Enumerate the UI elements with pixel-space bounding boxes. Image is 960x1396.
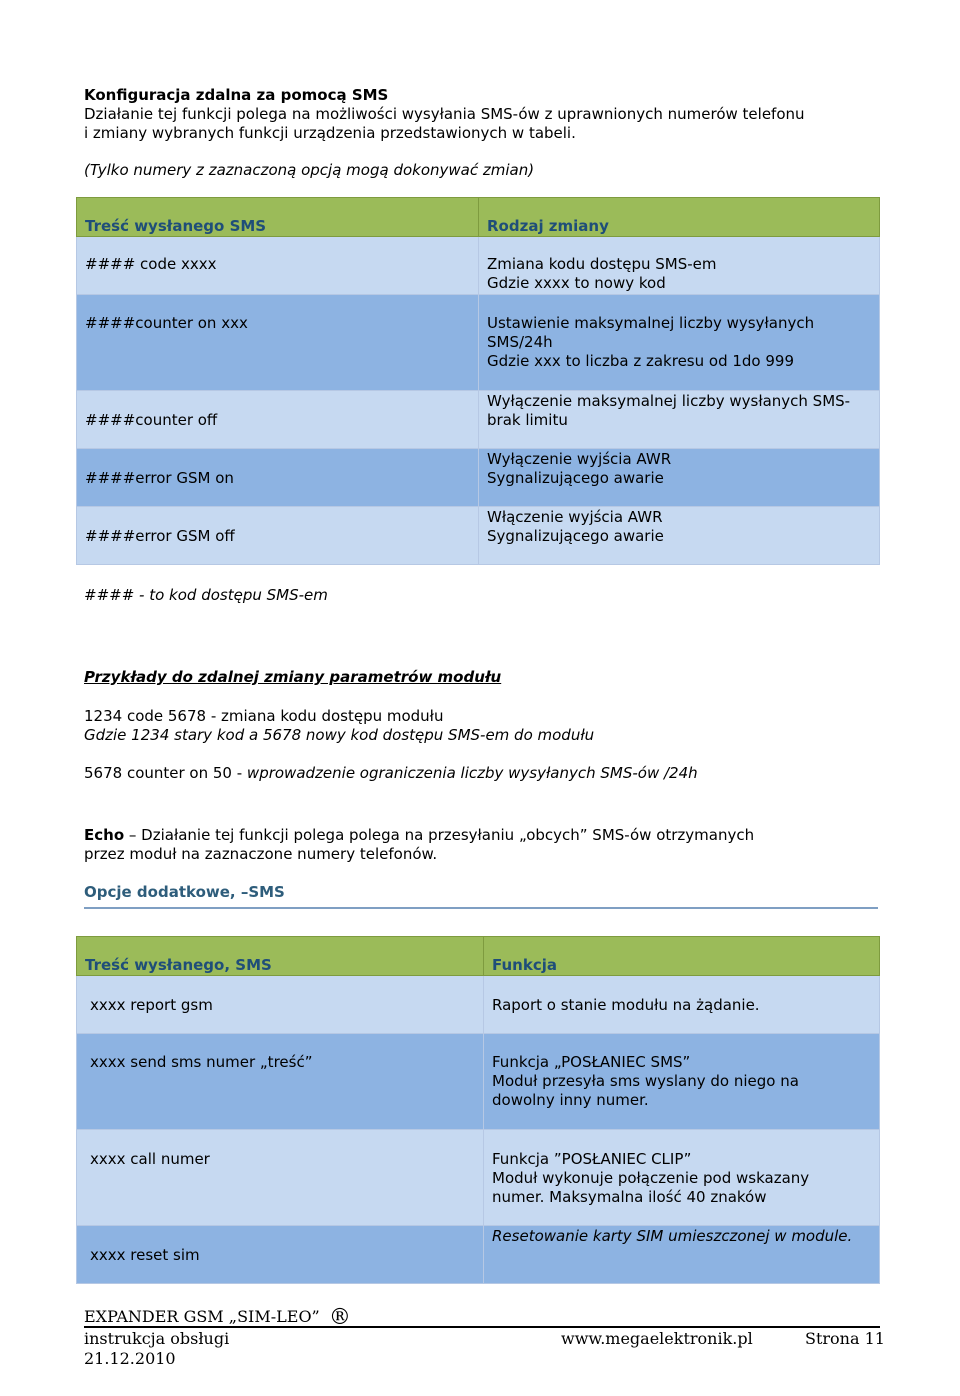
example-1: 1234 code 5678 - zmiana kodu dostępu modułu (84, 707, 444, 725)
change-line: Sygnalizującego awarie (487, 469, 664, 487)
footer-product-name: EXPANDER GSM „SIM-LEO” (84, 1307, 320, 1326)
echo-description-line-2: przez moduł na zaznaczone numery telefonów. (84, 845, 438, 863)
change-line: Zmiana kodu dostępu SMS-em (487, 255, 717, 273)
column-header-sms: Treść wysłanego, SMS (85, 956, 272, 974)
change-line: Ustawienie maksymalnej liczby wysyłanych (487, 314, 815, 332)
sms-command: ####error GSM on (85, 469, 234, 487)
echo-text: – Działanie tej funkcji polega polega na przesyłaniu „obcych” SMS-ów otrzymanych (124, 826, 755, 844)
sms-command: #### code xxxx (85, 255, 217, 273)
table-row (77, 391, 880, 449)
sms-command: xxxx call numer (90, 1150, 210, 1168)
change-line: Wyłączenie maksymalnej liczby wysłanych SMS- (487, 392, 851, 410)
example-2-explanation: wprowadzenie ograniczenia liczby wysyłanych SMS-ów /24h (246, 764, 698, 782)
example-2-command: 5678 counter on 50 - (84, 764, 247, 782)
function-line: Raport o stanie modułu na żądanie. (492, 996, 760, 1014)
change-line: Gdzie xxx to liczba z zakresu od 1do 999 (487, 352, 795, 370)
function-line: numer. Maksymalna ilość 40 znaków (492, 1188, 767, 1206)
footer-website: www.megaelektronik.pl (561, 1329, 753, 1348)
footer-page-number: Strona 11 (805, 1329, 885, 1348)
sms-command: ####counter on xxx (85, 314, 248, 332)
function-line: Funkcja ”POSŁANIEC CLIP” (492, 1150, 692, 1168)
table-row (77, 976, 880, 1034)
echo-label: Echo (84, 826, 125, 844)
options-divider (84, 907, 878, 909)
column-header-change: Rodzaj zmiany (487, 217, 609, 235)
change-line: Włączenie wyjścia AWR (487, 508, 663, 526)
sms-command: ####counter off (85, 411, 218, 429)
table-row (77, 1034, 880, 1130)
examples-title: Przykłady do zdalnej zmiany parametrów modułu (84, 668, 502, 686)
section-description-line-1: Działanie tej funkcji polega na możliwości wysyłania SMS-ów z uprawnionych numerów telefonu (84, 105, 805, 123)
table-row (77, 449, 880, 507)
function-line: Moduł przesyła sms wyslany do niego na (492, 1072, 799, 1090)
change-line: Sygnalizującego awarie (487, 527, 664, 545)
options-table (76, 936, 880, 1284)
footer-manual: instrukcja obsługi (84, 1329, 230, 1348)
sms-command: xxxx reset sim (90, 1246, 200, 1264)
sms-command: ####error GSM off (85, 527, 235, 545)
function-line: Moduł wykonuje połączenie pod wskazany (492, 1169, 810, 1187)
change-line: SMS/24h (487, 333, 553, 351)
table-row (77, 507, 880, 565)
function-line: Funkcja „POSŁANIEC SMS” (492, 1053, 691, 1071)
footer-product (84, 1307, 351, 1328)
table-row (77, 1226, 880, 1284)
echo-description (84, 826, 754, 845)
table-header-row (77, 198, 880, 237)
table-row (77, 1130, 880, 1226)
change-line: brak limitu (487, 411, 568, 429)
column-header-function: Funkcja (492, 956, 557, 974)
column-header-sms: Treść wysłanego SMS (85, 217, 267, 235)
footer-divider (84, 1326, 880, 1328)
sms-commands-table (76, 197, 880, 565)
example-2 (84, 764, 698, 783)
section-title: Konfiguracja zdalna za pomocą SMS (84, 86, 389, 104)
footer-date: 21.12.2010 (84, 1349, 176, 1368)
function-line: Resetowanie karty SIM umieszczonej w module. (492, 1227, 853, 1245)
example-1-explanation: Gdzie 1234 stary kod a 5678 nowy kod dostępu SMS-em do modułu (84, 726, 595, 744)
registered-icon: ® (328, 1305, 351, 1330)
table-row (77, 237, 880, 295)
change-line: Wyłączenie wyjścia AWR (487, 450, 672, 468)
sms-command: xxxx send sms numer „treść” (90, 1053, 313, 1071)
sms-command: xxxx report gsm (90, 996, 213, 1014)
change-line: Gdzie xxxx to nowy kod (487, 274, 666, 292)
table-header-row (77, 937, 880, 976)
function-line: dowolny inny numer. (492, 1091, 649, 1109)
access-code-legend: #### - to kod dostępu SMS-em (84, 586, 328, 604)
section-description-line-2: i zmiany wybranych funkcji urządzenia przedstawionych w tabeli. (84, 124, 576, 142)
table-row (77, 295, 880, 391)
options-title: Opcje dodatkowe, –SMS (84, 883, 285, 901)
permission-note: (Tylko numery z zaznaczoną opcją mogą dokonywać zmian) (84, 161, 535, 179)
